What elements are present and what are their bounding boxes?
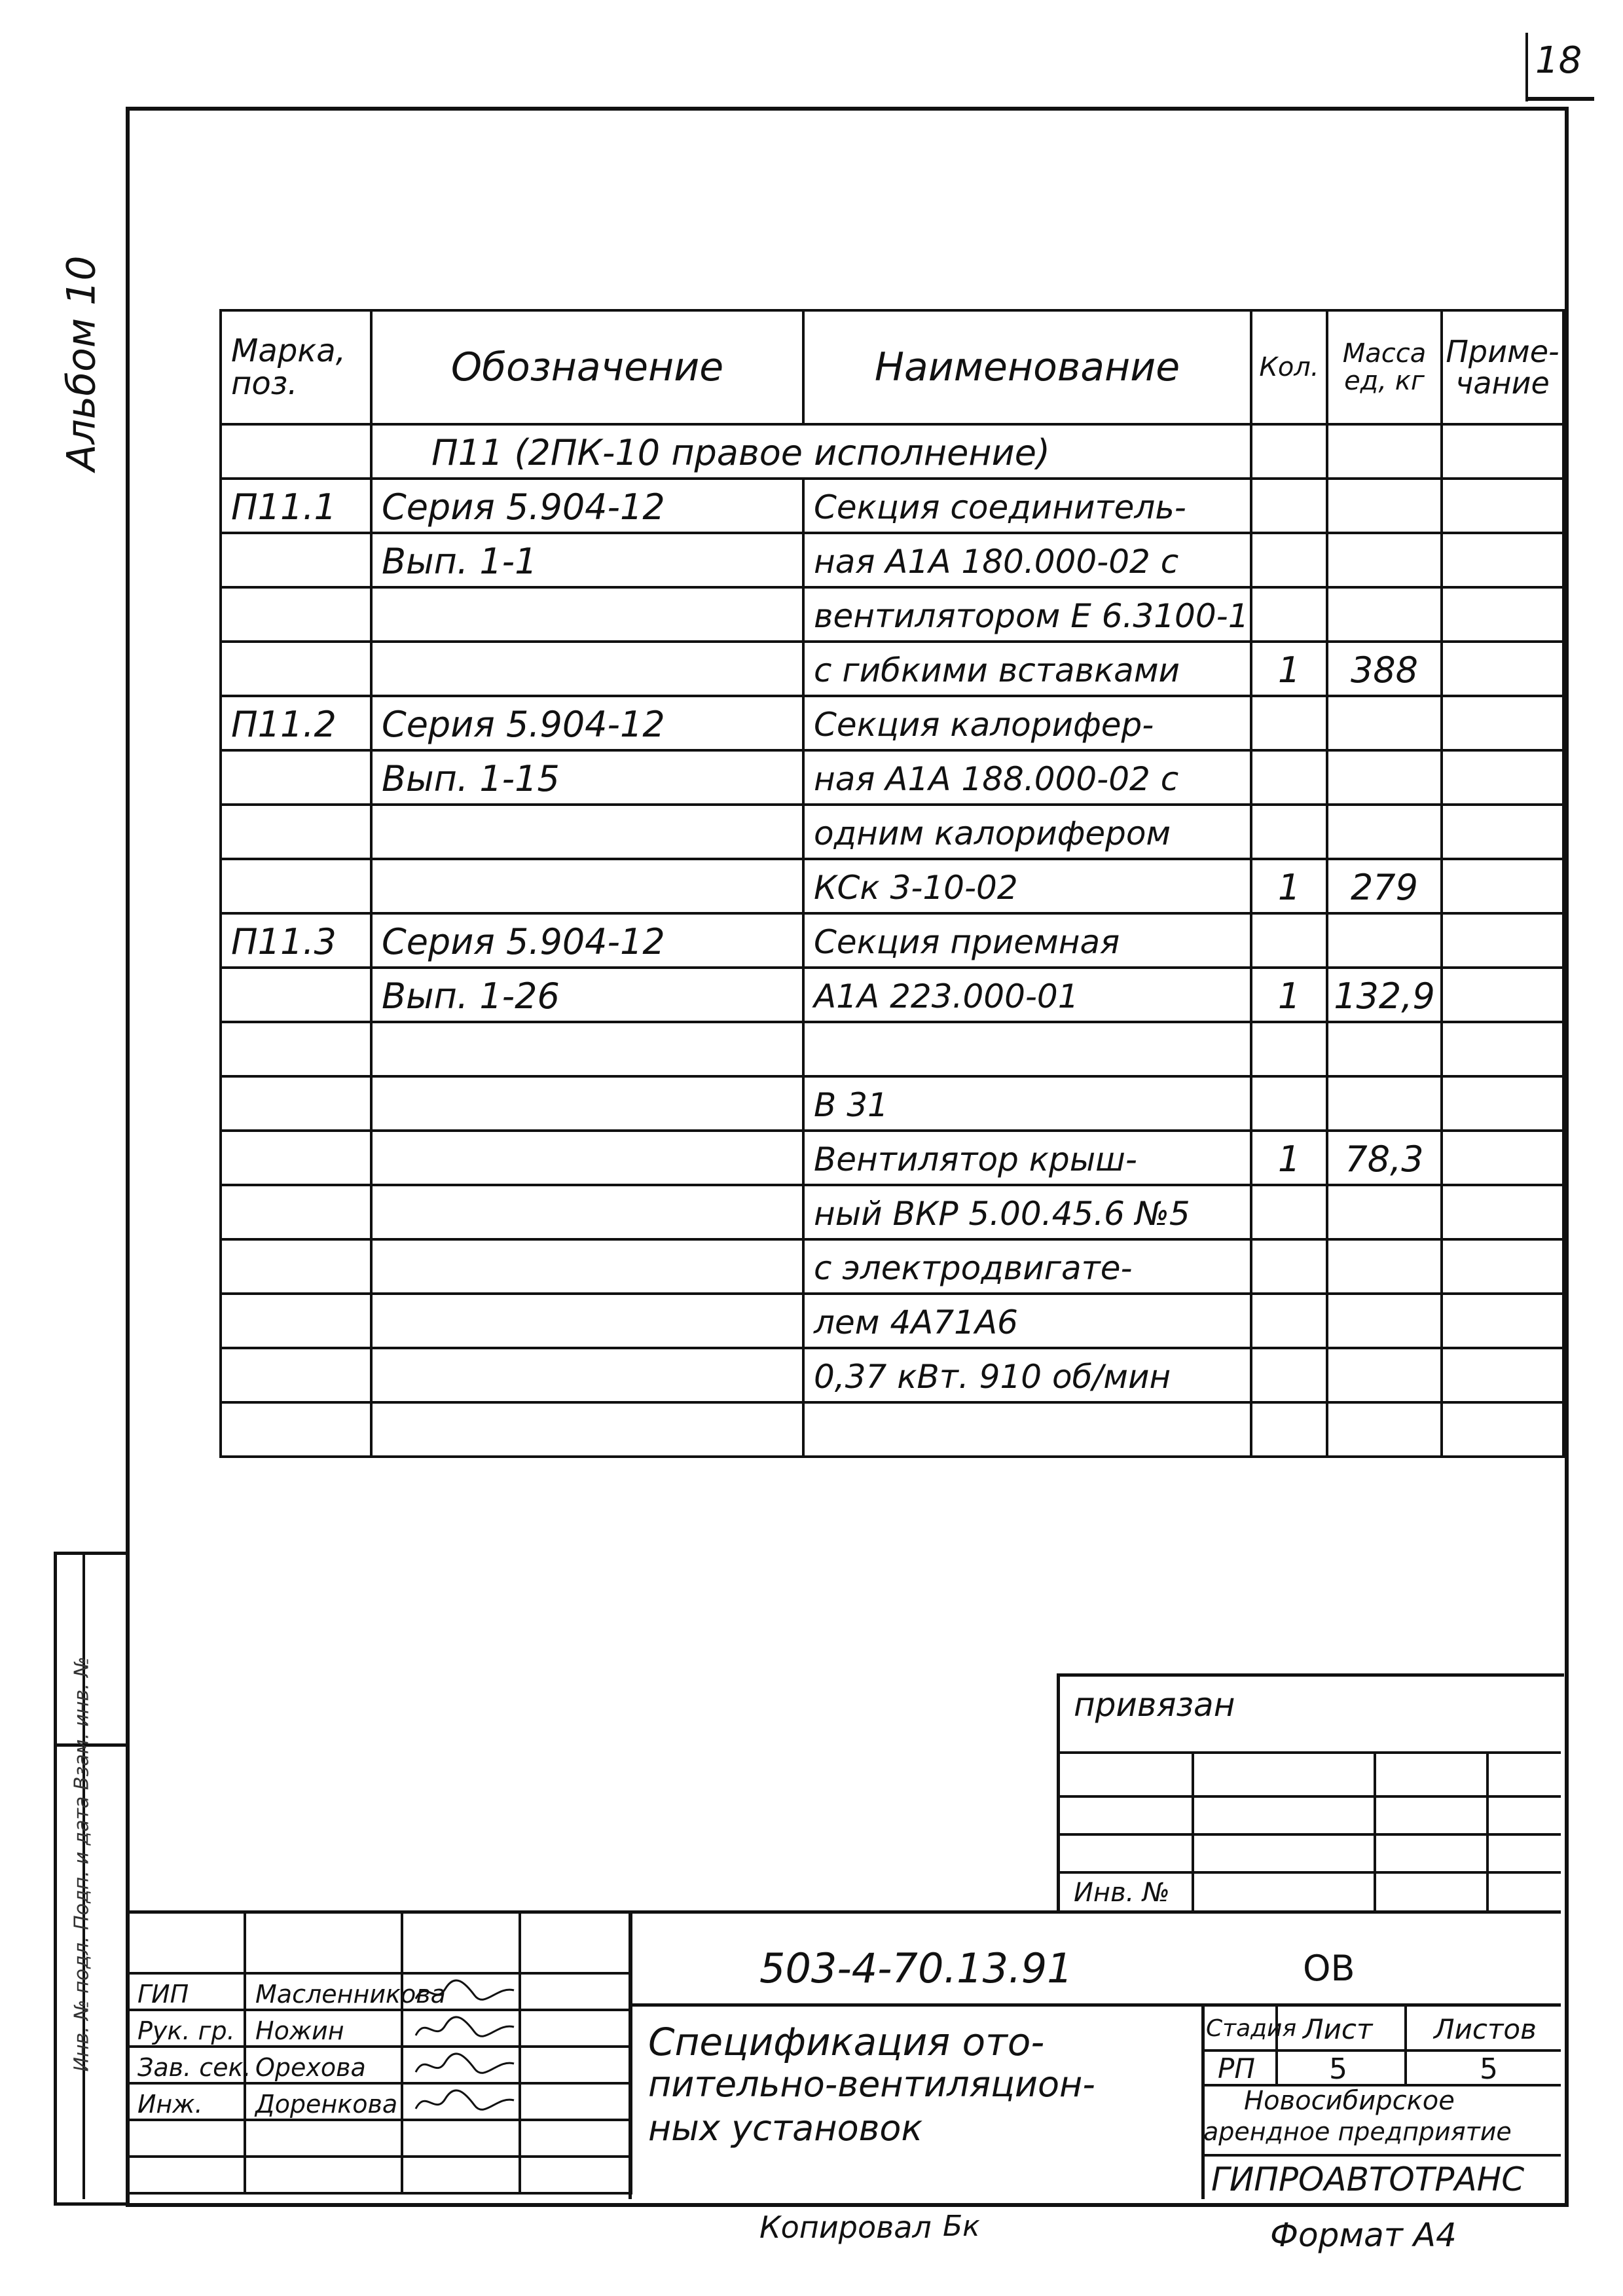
cell-designation (371, 1294, 803, 1348)
cell-mark (221, 805, 371, 859)
cell-qty: 1 (1251, 968, 1327, 1022)
stamp-cell (520, 2157, 631, 2193)
sheet-value: 5 (1329, 2052, 1347, 2086)
cell-name: 0,37 кВт. 910 об/мин (803, 1348, 1251, 1402)
cell-mark (221, 1294, 371, 1348)
table-row (221, 1402, 1563, 1457)
sheet-number: 18 (1535, 39, 1582, 82)
cell-note (1442, 805, 1563, 859)
cell-name: Секция калорифер- (803, 696, 1251, 750)
signer-role: Зав. сек. (127, 2047, 245, 2083)
signer-role: ГИП (127, 1973, 245, 2010)
cell-note (1442, 696, 1563, 750)
table-row (221, 1022, 1563, 1076)
header-mass: Масса ед, кг (1327, 310, 1442, 424)
cell-note (1442, 913, 1563, 968)
cell-name: ный ВКР 5.00.45.6 №5 (803, 1185, 1251, 1239)
table-row (221, 1239, 1563, 1294)
cell-note (1442, 1402, 1563, 1457)
copied-by-label: Копировал (759, 2210, 932, 2245)
sheet-label: Лист (1303, 2013, 1373, 2045)
table-row (221, 750, 1563, 805)
cell-name (803, 1022, 1251, 1076)
cell-designation: Серия 5.904-12 (371, 696, 803, 750)
stamp-cell (127, 2120, 245, 2157)
privyazan-line-1 (1057, 1751, 1561, 1754)
privyazan-inv: Инв. № (1074, 1878, 1170, 1908)
privyazan-line-3 (1057, 1833, 1561, 1836)
cell-name: Вентилятор крыш- (803, 1131, 1251, 1185)
cell-name: с электродвигате- (803, 1239, 1251, 1294)
cell-designation (371, 1239, 803, 1294)
table-row (221, 805, 1563, 859)
stage-value: РП (1218, 2052, 1255, 2085)
table-row (221, 968, 1563, 1022)
table-row (221, 587, 1563, 642)
cell-name: ная А1А 180.000-02 с (803, 533, 1251, 587)
cell-mass (1327, 1348, 1442, 1402)
stamp-cell (402, 1912, 520, 1973)
cell-designation: Вып. 1-15 (371, 750, 803, 805)
signature-row (127, 1912, 631, 1973)
cell-qty (1251, 587, 1327, 642)
cell-mass (1327, 1185, 1442, 1239)
cell-mark: П11.2 (221, 696, 371, 750)
stage-box-left (1201, 2003, 1205, 2199)
cell-mass (1327, 1022, 1442, 1076)
cell-mark: П11.3 (221, 913, 371, 968)
table-row (221, 533, 1563, 587)
org-line-1: Новосибирское (1244, 2086, 1455, 2116)
cell-mark (221, 533, 371, 587)
cell-mass (1327, 913, 1442, 968)
org-line (1201, 2154, 1561, 2157)
cell-qty (1251, 913, 1327, 968)
stage-row-line-1 (1201, 2049, 1561, 2052)
cell-qty (1251, 1239, 1327, 1294)
title-line-2: пительно-вентиляцион- (648, 2064, 1095, 2105)
signer-role: Инж. (127, 2083, 245, 2120)
stamp-cell (245, 2120, 402, 2157)
cell-designation (371, 587, 803, 642)
cell-mark (221, 1348, 371, 1402)
privyazan-line-2 (1057, 1795, 1561, 1798)
signature-row (127, 2083, 631, 2120)
signatures-table (126, 1910, 632, 2195)
cell-note (1442, 533, 1563, 587)
left-strip-labels: Инв. № подл. Подп. и дата Взам. инв. № (70, 1656, 94, 2072)
cell-designation: Серия 5.904-12 (371, 479, 803, 533)
header-note: Приме-чание (1442, 310, 1563, 424)
sheets-label: Листов (1434, 2013, 1537, 2045)
cell-qty: 1 (1251, 859, 1327, 913)
cell-qty (1251, 1402, 1327, 1457)
cell-qty (1251, 1294, 1327, 1348)
cell-name: ная А1А 188.000-02 с (803, 750, 1251, 805)
signature (402, 2083, 520, 2120)
table-row (221, 696, 1563, 750)
cell-note (1442, 968, 1563, 1022)
signer-name: Ножин (245, 2010, 402, 2047)
cell-mass (1327, 1402, 1442, 1457)
cell-note (1442, 587, 1563, 642)
signer-role: Рук. гр. (127, 2010, 245, 2047)
stamp-cell (520, 2120, 631, 2157)
code-row-bottom (629, 2003, 1561, 2007)
cell-mass: 78,3 (1327, 1131, 1442, 1185)
privyazan-vline-3 (1486, 1751, 1489, 1910)
cell-mark (221, 750, 371, 805)
cell-mass (1327, 1076, 1442, 1131)
cell-designation (371, 1402, 803, 1457)
cell-name: вентилятором Е 6.3100-1 (803, 587, 1251, 642)
cell-qty (1251, 1076, 1327, 1131)
cell-qty (1251, 696, 1327, 750)
signature-scribble (412, 2049, 517, 2082)
cell-designation: Вып. 1-1 (371, 533, 803, 587)
cell-name: лем 4А71А6 (803, 1294, 1251, 1348)
cell-mark: П11.1 (221, 479, 371, 533)
cell-note (1442, 1239, 1563, 1294)
cell-designation (371, 1185, 803, 1239)
signature-row (127, 2047, 631, 2083)
privyazan-vline-2 (1374, 1751, 1376, 1910)
privyazan-line-4 (1057, 1871, 1561, 1874)
cell-name: Секция приемная (803, 913, 1251, 968)
header-mark: Марка, поз. (221, 310, 371, 424)
sheet-number-divider (1525, 33, 1528, 101)
title-line-1: Спецификация ото- (648, 2020, 1045, 2064)
document-code: 503-4-70.13.91 (759, 1944, 1073, 1992)
table-row (221, 479, 1563, 533)
cell-note (1442, 642, 1563, 696)
cell-mass: 132,9 (1327, 968, 1442, 1022)
cell-note (1442, 750, 1563, 805)
cell-mark (221, 1402, 371, 1457)
cell-designation (371, 859, 803, 913)
stamp-cell (245, 1912, 402, 1973)
cell-mark (221, 1022, 371, 1076)
header-name: Наименование (803, 310, 1251, 424)
table-row (221, 859, 1563, 913)
cell-note (1442, 1131, 1563, 1185)
header-qty: Кол. (1251, 310, 1327, 424)
group-title: П11 (2ПК-10 правое исполнение) (371, 424, 1251, 479)
org-line-2: арендное предприятие (1203, 2117, 1512, 2146)
cell-name: с гибкими вставками (803, 642, 1251, 696)
stamp-cell (127, 1912, 245, 1973)
table-row (221, 424, 1563, 479)
table-row (221, 1076, 1563, 1131)
signature-row (127, 1973, 631, 2010)
cell-qty: 1 (1251, 1131, 1327, 1185)
cell-designation: Вып. 1-26 (371, 968, 803, 1022)
cell-designation (371, 805, 803, 859)
cell-note (1442, 1076, 1563, 1131)
cell-name: Секция соединитель- (803, 479, 1251, 533)
cell-qty: 1 (1251, 642, 1327, 696)
cell-name: КСк 3-10-02 (803, 859, 1251, 913)
cell-designation (371, 1131, 803, 1185)
cell-qty (1251, 1348, 1327, 1402)
cell-designation (371, 642, 803, 696)
cell-mass (1327, 750, 1442, 805)
signature-row (127, 2010, 631, 2047)
cell-qty (1251, 750, 1327, 805)
cell-mass (1327, 479, 1442, 533)
privyazan-vline-1 (1192, 1751, 1194, 1910)
stamp-cell (402, 2157, 520, 2193)
cell-name (803, 1402, 1251, 1457)
cell-qty (1251, 533, 1327, 587)
stamp-cell (520, 1912, 631, 1973)
table-row (221, 1131, 1563, 1185)
cell-designation (371, 1022, 803, 1076)
cell-qty (1251, 1022, 1327, 1076)
table-row (221, 913, 1563, 968)
table-row (221, 1348, 1563, 1402)
cell-mass (1327, 1239, 1442, 1294)
stage-label: Стадия (1206, 2015, 1297, 2042)
cell-name: В 31 (803, 1076, 1251, 1131)
signer-name: Масленникова (245, 1973, 402, 2010)
cell-note (1442, 1348, 1563, 1402)
format-label: Формат А4 (1270, 2216, 1457, 2254)
stamp-cell (127, 2157, 245, 2193)
cell-mass (1327, 587, 1442, 642)
cell-note (1442, 479, 1563, 533)
sheets-value: 5 (1480, 2052, 1498, 2086)
cell-designation: Серия 5.904-12 (371, 913, 803, 968)
cell-name: одним калорифером (803, 805, 1251, 859)
cell-mass (1327, 1294, 1442, 1348)
signature-scribble (412, 2013, 517, 2045)
cell-qty (1251, 1185, 1327, 1239)
signature-scribble (412, 2086, 517, 2119)
header-designation: Обозначение (371, 310, 803, 424)
stamp-cell (245, 2157, 402, 2193)
table-row (221, 1294, 1563, 1348)
cell-name: А1А 223.000-01 (803, 968, 1251, 1022)
specification-table (219, 309, 1565, 1458)
table-row (221, 1185, 1563, 1239)
album-label: Альбом 10 (58, 255, 105, 471)
signer-name: Орехова (245, 2047, 402, 2083)
org-line-3: ГИПРОАВТОТРАНС (1211, 2160, 1525, 2198)
title-line-3: ных установок (648, 2107, 923, 2149)
cell-mark (221, 1076, 371, 1131)
signature (402, 2047, 520, 2083)
cell-note (1442, 859, 1563, 913)
cell-mark (221, 859, 371, 913)
cell-mass: 388 (1327, 642, 1442, 696)
cell-note (1442, 1022, 1563, 1076)
cell-mark (221, 1131, 371, 1185)
cell-mass: 279 (1327, 859, 1442, 913)
cell-mark (221, 642, 371, 696)
cell-mark (221, 587, 371, 642)
cell-mark (221, 1185, 371, 1239)
top-frame-extension (1525, 97, 1594, 101)
cell-mass (1327, 696, 1442, 750)
copied-by-signature: Бк (943, 2210, 980, 2243)
cell-designation (371, 1076, 803, 1131)
cell-mass (1327, 805, 1442, 859)
cell-mass (1327, 533, 1442, 587)
cell-note (1442, 1185, 1563, 1239)
signature-row (127, 2157, 631, 2193)
cell-qty (1251, 479, 1327, 533)
signer-name: Доренкова (245, 2083, 402, 2120)
stamp-cell (402, 2120, 520, 2157)
table-header-row (221, 310, 1563, 424)
stage-vline-2 (1404, 2003, 1407, 2086)
privyazan-title: привязан (1074, 1686, 1235, 1724)
cell-mark (221, 968, 371, 1022)
table-row (221, 642, 1563, 696)
signature-row (127, 2120, 631, 2157)
cell-note (1442, 1294, 1563, 1348)
cell-mark (221, 1239, 371, 1294)
cell-designation (371, 1348, 803, 1402)
signature (402, 2010, 520, 2047)
cell-qty (1251, 805, 1327, 859)
section-code: ОВ (1303, 1948, 1355, 1989)
